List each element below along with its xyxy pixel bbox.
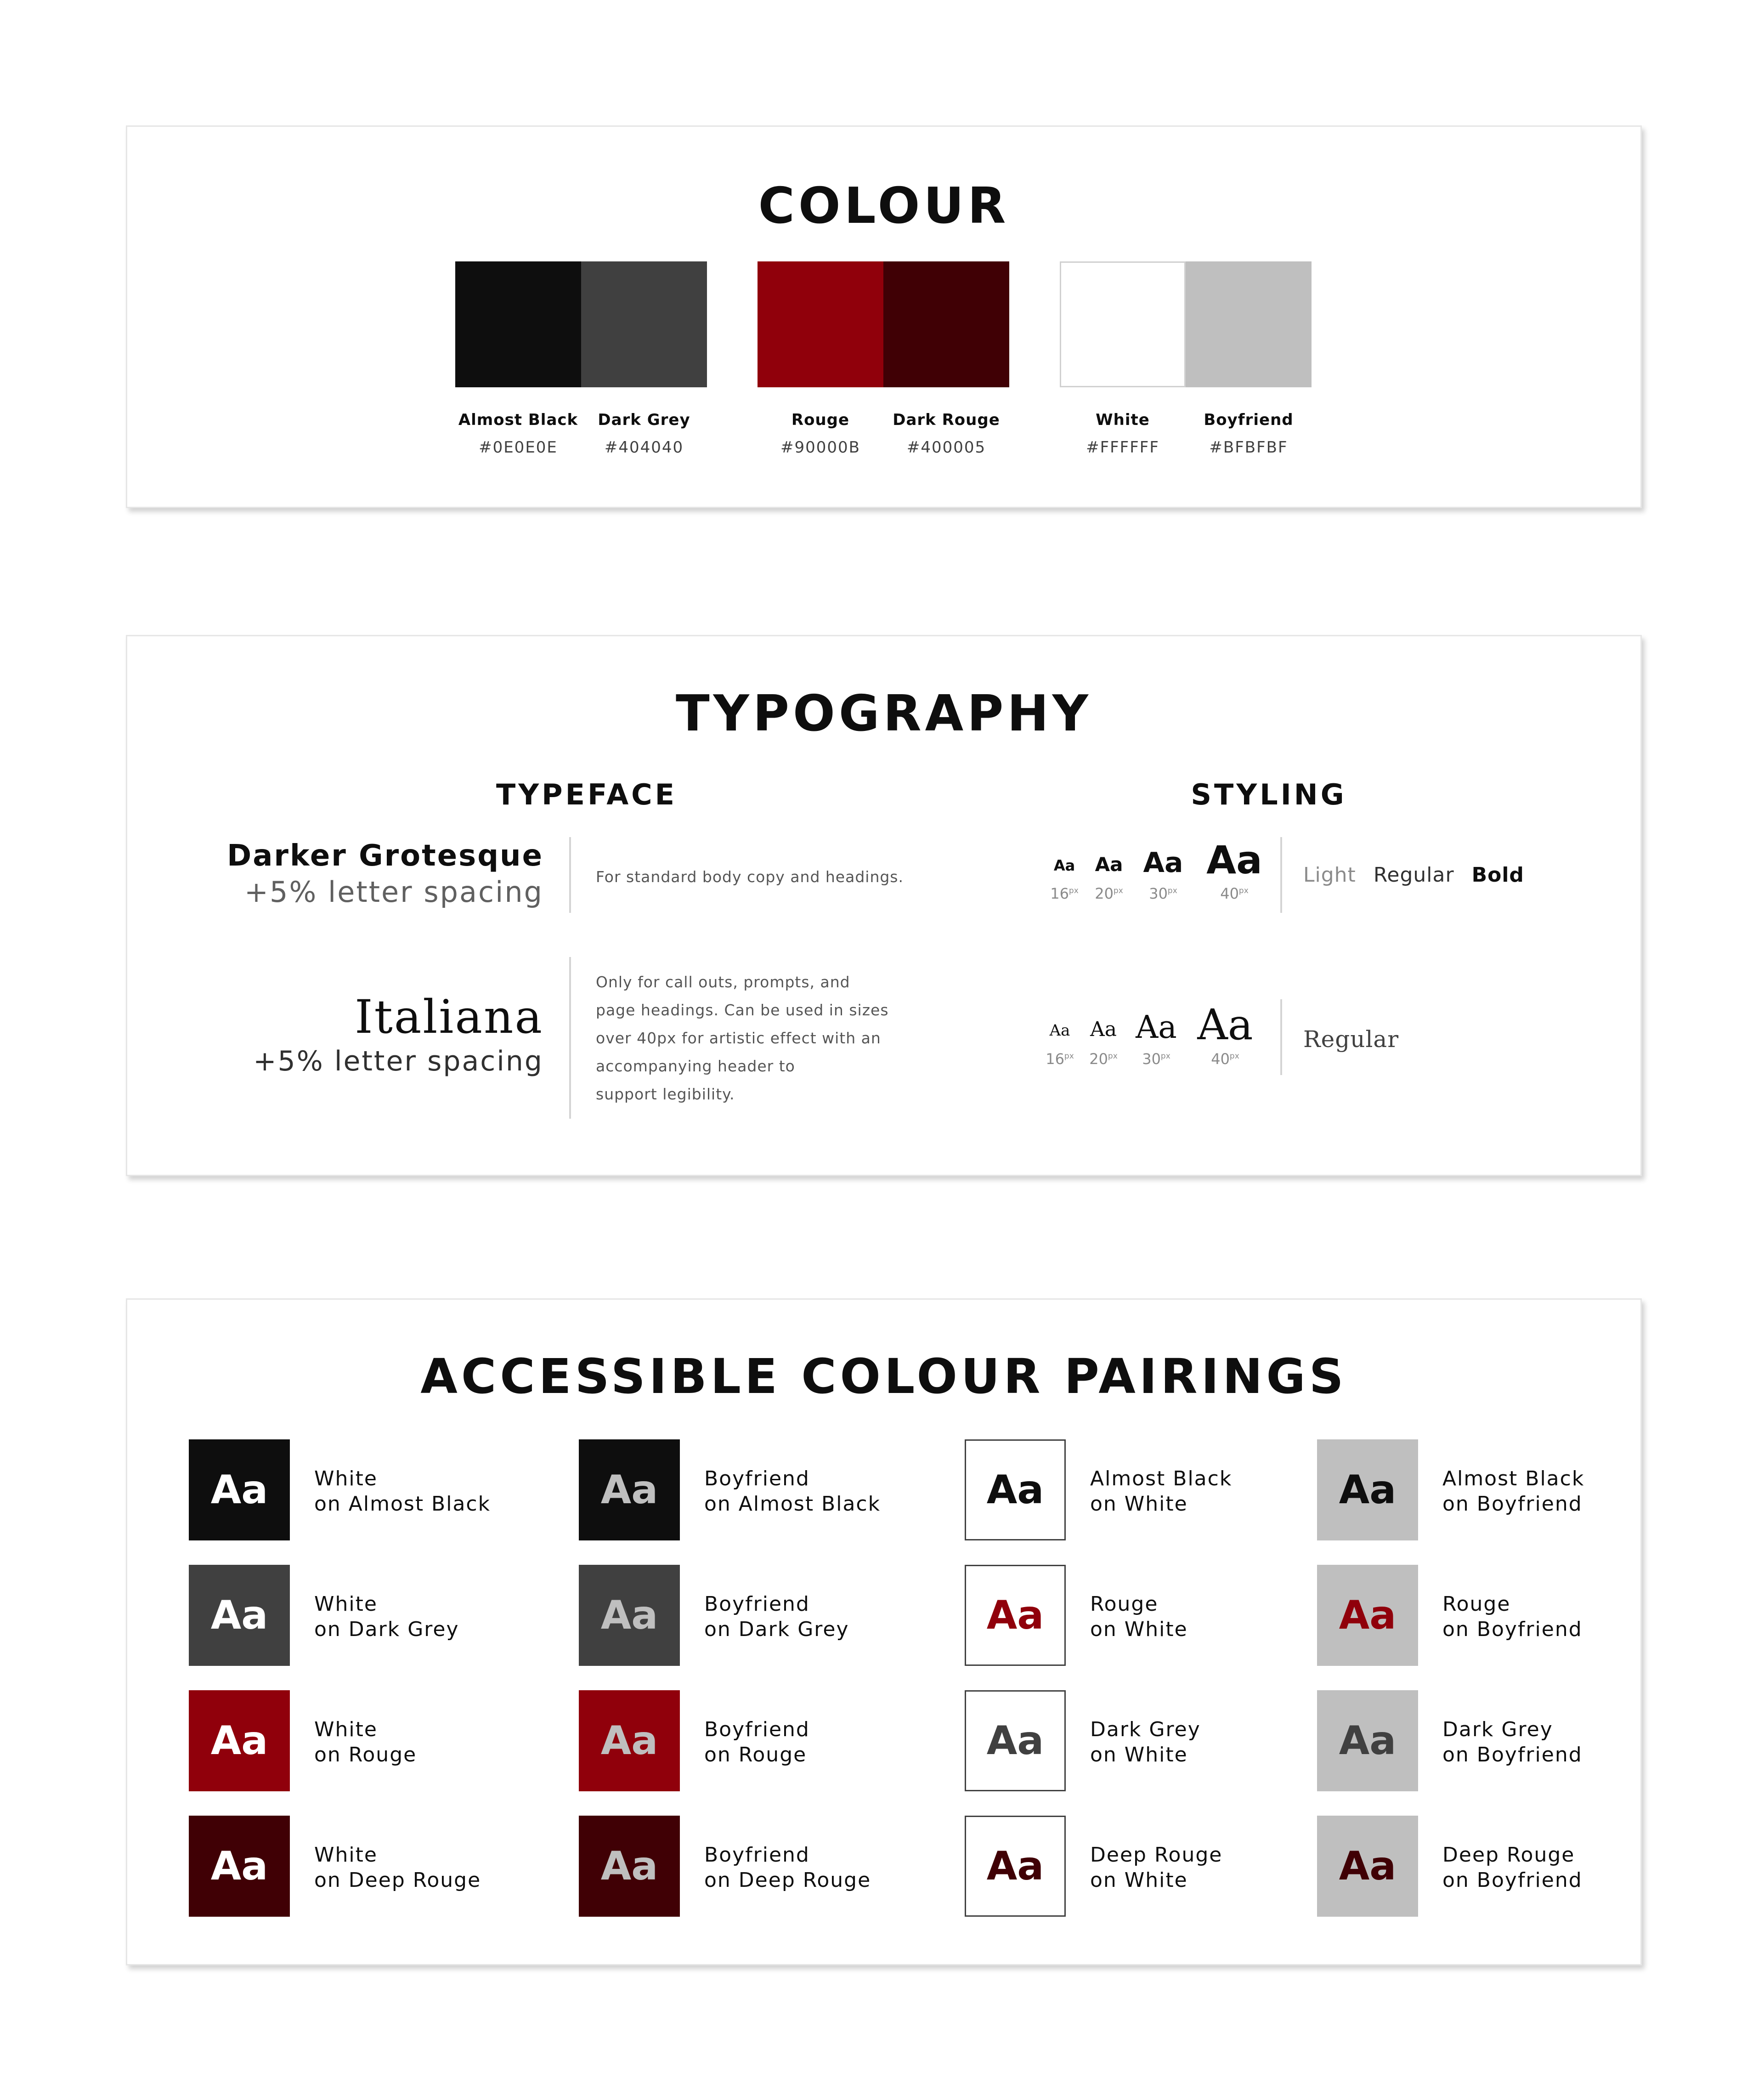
pairing-label — [704, 1842, 871, 1893]
pairing-background: on Rouge — [314, 1743, 417, 1766]
swatch-boyfriend — [1186, 261, 1312, 387]
typeface-description: Only for call outs, prompts, and page headings. Can be used in sizes over 40px for artistic effect with an accompanying header to support legibility. — [596, 973, 889, 1103]
pairing-label — [314, 1591, 459, 1642]
swatch-hex: #0E0E0E — [479, 438, 558, 457]
typography-card — [126, 635, 1642, 1176]
pairing-background: on Boyfriend — [1442, 1743, 1583, 1766]
size-label: $20^{px}$ — [1095, 885, 1123, 902]
pairing-label — [704, 1466, 881, 1517]
pairing-tile: Aa — [189, 1690, 290, 1791]
pairing-background: on Boyfriend — [1442, 1492, 1583, 1516]
swatch-label: Almost Black — [458, 411, 578, 429]
pairing-background: on Dark Grey — [704, 1618, 849, 1641]
weight-list — [1303, 863, 1542, 887]
pairing-foreground: White — [314, 1843, 378, 1867]
pairing-background: on White — [1090, 1743, 1188, 1766]
pairing-label — [1090, 1717, 1201, 1767]
pairing-tile: Aa — [1317, 1439, 1418, 1540]
swatch-hex: #BFBFBF — [1209, 438, 1288, 457]
swatch-white — [1060, 261, 1186, 387]
pairing-tile: Aa — [1317, 1816, 1418, 1917]
sample-16: Aa — [1053, 857, 1075, 874]
weight-list — [1303, 1026, 1416, 1053]
pairing-label — [1442, 1842, 1583, 1893]
pairing-background: on Boyfriend — [1442, 1618, 1583, 1641]
weight-regular: Regular — [1373, 863, 1454, 887]
pairings-title: ACCESSIBLE COLOUR PAIRINGS — [420, 1348, 1347, 1404]
pairing-foreground: Boyfriend — [704, 1843, 810, 1867]
typeface-name: Darker Grotesque — [227, 839, 543, 873]
typeface-spacing: +5% letter spacing — [253, 1045, 543, 1077]
pairing-foreground: White — [314, 1592, 378, 1616]
pairing-foreground: Dark Grey — [1090, 1718, 1201, 1741]
sample-20: Aa — [1090, 1018, 1117, 1041]
swatch-hex: #404040 — [604, 438, 684, 457]
pairing-tile: Aa — [1317, 1565, 1418, 1666]
pairing-tile: Aa — [579, 1439, 680, 1540]
sample-40: Aa — [1206, 838, 1262, 883]
pairing-tile: Aa — [965, 1816, 1066, 1917]
swatch-label: White — [1096, 411, 1150, 429]
pairing-foreground: Boyfriend — [704, 1467, 810, 1490]
pairing-foreground: Rouge — [1442, 1592, 1511, 1616]
swatch-hex: #FFFFFF — [1086, 438, 1159, 457]
typography-title: TYPOGRAPHY — [676, 685, 1092, 742]
sample-40: Aa — [1197, 1000, 1253, 1049]
swatch-dark-grey — [581, 261, 707, 387]
pairing-foreground: Rouge — [1090, 1592, 1159, 1616]
pairing-tile: Aa — [965, 1439, 1066, 1540]
sample-30: Aa — [1136, 1009, 1177, 1046]
pairing-foreground: Boyfriend — [704, 1718, 810, 1741]
pairing-foreground: White — [314, 1718, 378, 1741]
typeface-heading: TYPEFACE — [496, 778, 678, 811]
swatch-dark-rouge — [883, 261, 1009, 387]
divider — [569, 957, 571, 1119]
sample-16: Aa — [1049, 1021, 1070, 1040]
pairing-background: on Almost Black — [704, 1492, 881, 1516]
pairings-card — [126, 1298, 1642, 1965]
swatch-label: Boyfriend — [1204, 411, 1294, 429]
swatch-label: Rouge — [791, 411, 850, 429]
pairing-foreground: Deep Rouge — [1090, 1843, 1223, 1867]
size-label: $16^{px}$ — [1050, 885, 1079, 902]
pairing-foreground: Almost Black — [1442, 1467, 1585, 1490]
styling-heading: STYLING — [1191, 778, 1347, 811]
typeface-name: Italiana — [355, 990, 543, 1044]
size-label: $40^{px}$ — [1220, 885, 1249, 902]
pairing-background: on Boyfriend — [1442, 1868, 1583, 1892]
pairing-label — [314, 1717, 417, 1767]
pairing-foreground: Deep Rouge — [1442, 1843, 1575, 1867]
colour-title: COLOUR — [758, 177, 1010, 235]
swatch-hex: #90000B — [780, 438, 860, 457]
pairing-label — [1090, 1591, 1188, 1642]
pairing-background: on Dark Grey — [314, 1618, 459, 1641]
swatch-label: Dark Rouge — [893, 411, 1000, 429]
pairing-label — [1090, 1466, 1232, 1517]
pairing-label — [704, 1591, 849, 1642]
sample-30: Aa — [1143, 847, 1183, 879]
pairing-foreground: Dark Grey — [1442, 1718, 1553, 1741]
size-label: $30^{px}$ — [1149, 885, 1177, 902]
pairing-tile: Aa — [579, 1565, 680, 1666]
pairing-label — [314, 1466, 491, 1517]
swatch-label: Dark Grey — [598, 411, 690, 429]
pairing-tile: Aa — [965, 1565, 1066, 1666]
pairing-tile: Aa — [189, 1565, 290, 1666]
weight-bold: Bold — [1471, 863, 1524, 887]
colour-card — [126, 125, 1642, 508]
pairing-tile: Aa — [579, 1690, 680, 1791]
pairing-background: on White — [1090, 1868, 1188, 1892]
size-label: $30^{px}$ — [1142, 1050, 1170, 1068]
pairing-tile: Aa — [579, 1816, 680, 1917]
pairing-foreground: Almost Black — [1090, 1467, 1233, 1490]
pairing-label — [1442, 1466, 1584, 1517]
pairing-label — [1442, 1591, 1583, 1642]
swatch-hex: #400005 — [906, 438, 986, 457]
size-label: $16^{px}$ — [1046, 1050, 1074, 1068]
pairing-label — [704, 1717, 810, 1767]
divider — [1280, 999, 1282, 1075]
divider — [569, 837, 571, 913]
pairing-background: on White — [1090, 1618, 1188, 1641]
weight-light: Light — [1303, 863, 1356, 887]
pairing-tile: Aa — [189, 1816, 290, 1917]
pairing-label — [1442, 1717, 1583, 1767]
pairing-label — [314, 1842, 481, 1893]
pairing-background: on Deep Rouge — [314, 1868, 481, 1892]
divider — [1280, 837, 1282, 913]
swatch-almost-black — [455, 261, 581, 387]
pairing-foreground: Boyfriend — [704, 1592, 810, 1616]
pairing-tile: Aa — [1317, 1690, 1418, 1791]
pairing-label — [1090, 1842, 1222, 1893]
size-label: $20^{px}$ — [1089, 1050, 1118, 1068]
pairing-foreground: White — [314, 1467, 378, 1490]
typeface-spacing: +5% letter spacing — [244, 875, 543, 909]
swatch-rouge — [758, 261, 883, 387]
typeface-description: For standard body copy and headings. — [596, 868, 904, 886]
pairing-tile: Aa — [189, 1439, 290, 1540]
sample-20: Aa — [1095, 853, 1123, 876]
pairing-background: on Rouge — [704, 1743, 807, 1766]
size-label: $40^{px}$ — [1211, 1050, 1239, 1068]
pairing-tile: Aa — [965, 1690, 1066, 1791]
pairing-background: on Almost Black — [314, 1492, 491, 1516]
pairing-background: on Deep Rouge — [704, 1868, 871, 1892]
pairing-background: on White — [1090, 1492, 1188, 1516]
weight-regular: Regular — [1303, 1026, 1399, 1053]
